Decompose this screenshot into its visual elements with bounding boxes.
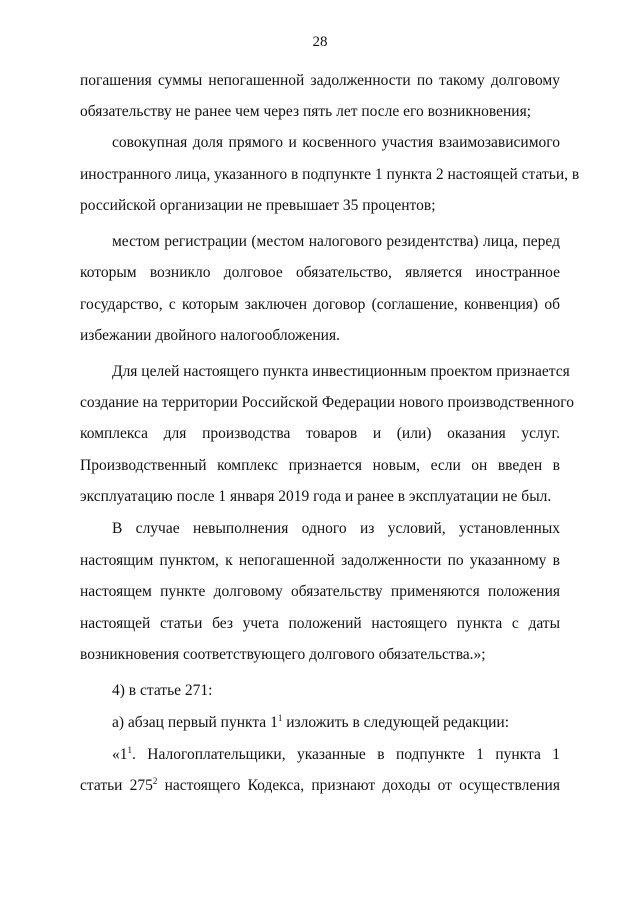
text-line: погашения суммы непогашенной задолженности по такому долговому [80,72,560,89]
text-line: избежании двойного налогообложения. [80,327,340,344]
text-line: настоящей статьи без учета положений настоящего пункта с даты [80,615,560,632]
text-line: эксплуатацию после 1 января 2019 года и ранее в эксплуатации не был. [80,488,552,505]
text-line: комплекса для производства товаров и (или) оказания услуг. [80,425,560,442]
text-run: . Налогоплательщики, указанные в подпункте 1 пункта 1 [132,746,560,763]
text-line: совокупная доля прямого и косвенного участия взаимозависимого [112,134,560,151]
text-line: создание на территории Российской Федерации нового производственного [80,394,574,411]
text-run: настоящего Кодекса, признают доходы от осуществления [157,777,560,794]
text-line: настоящим пунктом, к непогашенной задолженности по указанному в [80,552,560,569]
text-run: «1 [112,746,128,763]
text-line [80,777,560,795]
text-line: государство, с которым заключен договор (соглашение, конвенция) об [80,296,560,313]
text-line: 4) в статье 271: [112,682,213,699]
text-line: иностранного лица, указанного в подпункте 1 пункта 2 настоящей статьи, в [80,166,580,183]
text-line: Производственный комплекс признается новым, если он введен в [80,457,560,474]
page-number: 28 [312,34,328,50]
superscript: 1 [277,713,283,723]
text-run: статьи 275 [80,777,153,794]
text-line: настоящем пункте долговому обязательству применяются положения [80,583,560,600]
text-line: возникновения соответствующего долгового обязательства.»; [80,646,486,663]
text-run: а) абзац первый пункта 1 [112,714,278,731]
text-line: которым возникло долговое обязательство, является иностранное [80,264,560,281]
text-line: российской организации не превышает 35 процентов; [80,197,436,214]
text-run: изложить в следующей редакции: [282,714,510,731]
text-line [112,714,560,732]
text-line [112,746,560,764]
superscript: 2 [152,776,158,786]
text-line: Для целей настоящего пункта инвестиционным проектом признается [112,363,570,380]
text-line: обязательству не ранее чем через пять лет после его возникновения; [80,103,532,120]
text-line: местом регистрации (местом налогового резидентства) лица, перед [112,233,560,250]
superscript: 1 [127,745,132,755]
text-line: В случае невыполнения одного из условий, установленных [112,520,560,537]
